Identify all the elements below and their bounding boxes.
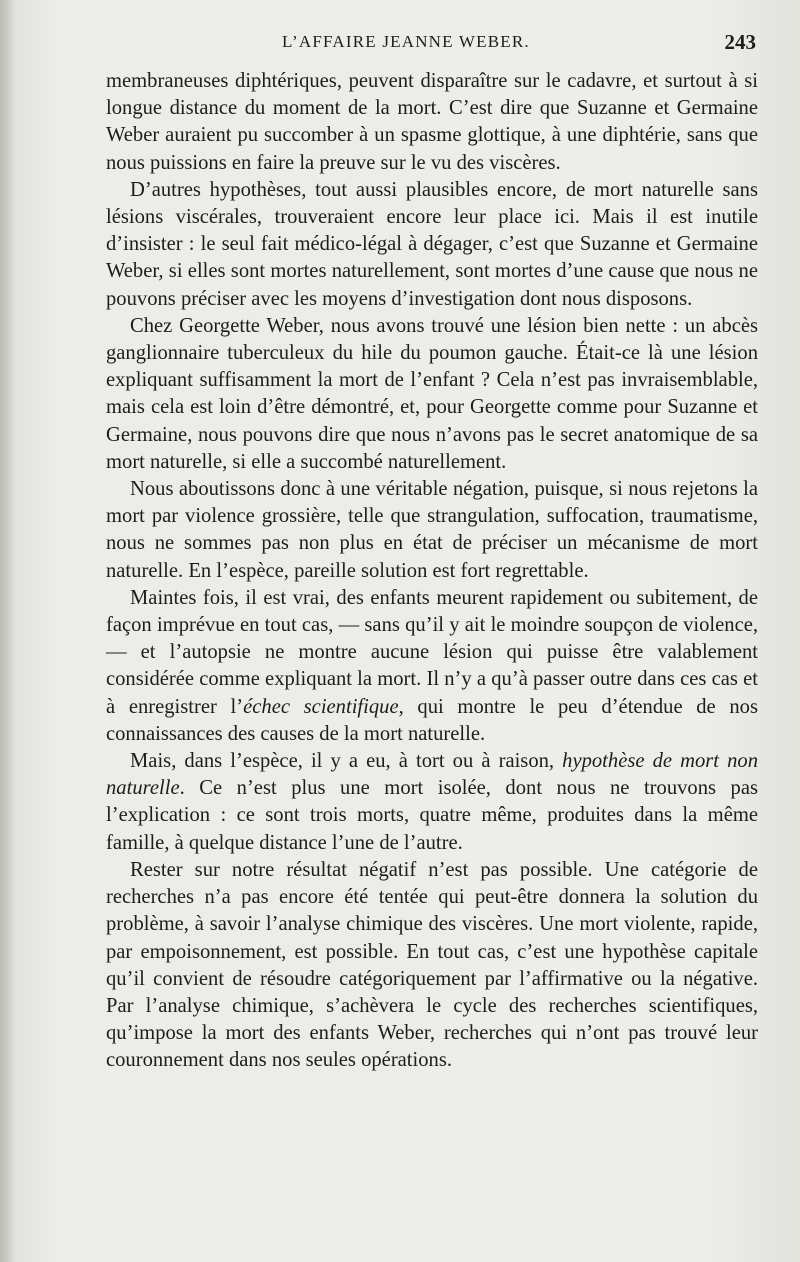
paragraph-5-text-after: , qui montre le peu d’étendue de nos connaissances des causes de la mort naturelle. xyxy=(106,695,758,745)
paragraph-1: membraneuses diphtériques, peuvent disparaître sur le cadavre, et surtout à si longue distance du moment de la mort. C’est dire que Suzanne et Germaine Weber auraient pu succomber à un spasme glottique, à une diphtérie, sans que nous puissions en faire la preuve sur le vu des viscères. xyxy=(106,70,758,174)
paragraph-4: Nous aboutissons donc à une véritable négation, puisque, si nous rejetons la mort par violence grossière, telle que strangulation, suffocation, traumatisme, nous ne sommes pas non plus en état de préciser un mécanisme de mort naturelle. En l’espèce, pareille solution est fort regrettable. xyxy=(106,478,758,582)
paragraph-5-italic-phrase: échec scientifique xyxy=(243,695,399,718)
paragraph-5 xyxy=(106,585,758,748)
binding-shadow xyxy=(0,0,14,1262)
page-number: 243 xyxy=(724,30,756,54)
paragraph-2: D’autres hypothèses, tout aussi plausibles encore, de mort naturelle sans lésions viscérales, trouveraient encore leur place ici. Mais il est inutile d’insister : le seul fait médico-légal à dégager, c’est que Suzanne et Germaine Weber, si elles sont mortes naturellement, sont mortes d’une cause que nous ne pouvons préciser avec les moyens d’investigation dont nous disposons. xyxy=(106,178,758,310)
paragraph-3: Chez Georgette Weber, nous avons trouvé une lésion bien nette : un abcès ganglionnaire tuberculeux du hile du poumon gauche. Était-ce là une lésion expliquant suffisamment la mort de l’enfant ? Cela n’est pas invraisemblable, mais cela est loin d’être démontré, et, pour Georgette comme pour Suzanne et Germaine, nous pouvons dire que nous n’avons pas le secret anatomique de sa mort naturelle, si elle a succombé naturellement. xyxy=(106,314,758,473)
paragraph-5-text-before: Maintes fois, il est vrai, des enfants meurent rapidement ou subitement, de façon imprévue en tout cas, — sans qu’il y ait le moindre soupçon de violence, — et l’autopsie ne montre aucune lésion qui puisse être valablement considérée comme expliquant la mort. Il n’y a qu’à passer outre dans ces cas et à enregistrer l’ xyxy=(106,586,758,718)
paragraph-6-text-before: Mais, dans l’espèce, il y a eu, à tort ou à raison, xyxy=(130,750,563,773)
paragraph-6-italic-phrase: hypothèse de mort non naturelle xyxy=(106,750,758,800)
paragraph-7: Rester sur notre résultat négatif n’est pas possible. Une catégorie de recherches n’a pas encore été tentée qui peut-être donnera la solution du problème, à savoir l’analyse chimique des viscères. Une mort violente, rapide, par empoisonnement, est possible. En tout cas, c’est une hypothèse capitale qu’il convient de résoudre catégoriquement par l’affirmative ou la négative. Par l’analyse chimique, s’achèvera le cycle des recherches scientifiques, qu’impose la mort des enfants Weber, recherches qui n’ont pas trouvé leur couronnement dans nos seules opérations. xyxy=(106,858,758,1072)
running-title: L’AFFAIRE JEANNE WEBER. xyxy=(282,32,530,51)
page-header xyxy=(106,30,756,58)
paragraph-6 xyxy=(106,748,758,857)
paragraph-6-text-after: . Ce n’est plus une mort isolée, dont nous ne trouvons pas l’explication : ce sont trois morts, quatre même, produites dans la même famille, à quelque distance l’une de l’autre. xyxy=(106,777,758,854)
body-text xyxy=(106,68,758,1075)
